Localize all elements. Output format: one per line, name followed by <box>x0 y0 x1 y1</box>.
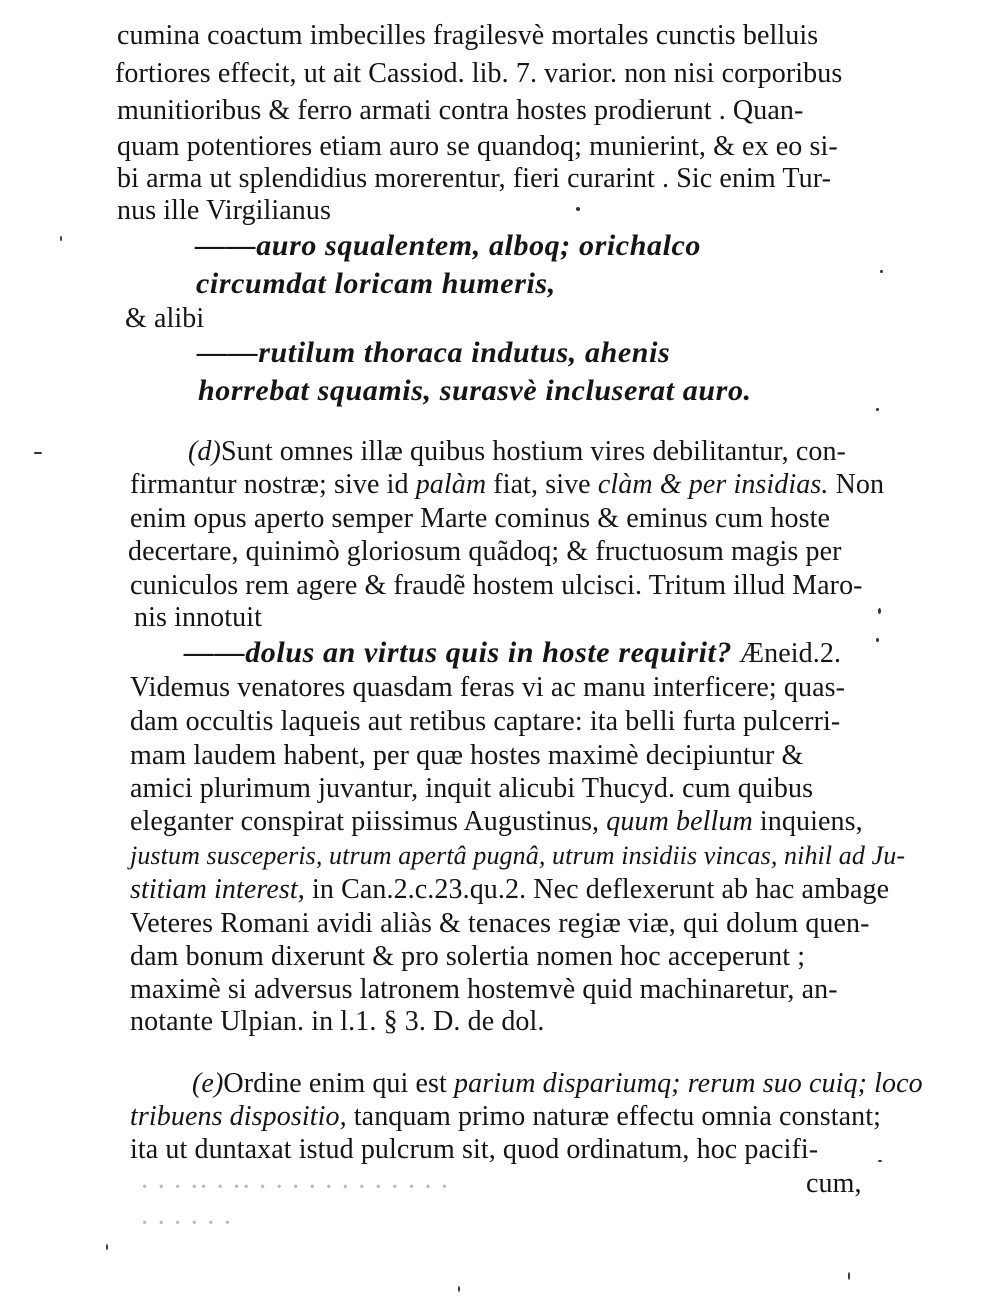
note-text: eleganter conspirat piissimus Augustinus, <box>130 806 607 837</box>
text-line: nus ille Virgilianus <box>117 195 331 226</box>
verse-line: horrebat squamis, surasvè incluserat auro. <box>198 374 752 407</box>
quote-text: ——dolus an virtus quis in hoste requirit? <box>184 636 733 669</box>
note-line <box>184 637 841 670</box>
note-line: dam occultis laqueis aut retibus captare: ita belli furta pulcerri- <box>130 706 841 737</box>
note-marker: (d) <box>188 436 221 467</box>
note-text: tanquam primo naturæ effectu omnia constant; <box>346 1101 881 1132</box>
note-text-italic: parium dispariumq; rerum suo cuiq; loco <box>454 1068 923 1099</box>
note-line <box>130 874 889 906</box>
note-line: cuniculos rem agere & fraudẽ hostem ulcisci. Tritum illud Maro- <box>130 570 863 601</box>
text-line: fortiores effecit, ut ait Cassiod. lib. 7. varior. non nisi corporibus <box>115 58 843 89</box>
note-text: firmantur nostræ; sive id <box>130 469 416 500</box>
note-text: inquiens, <box>752 806 863 837</box>
ink-speck <box>848 1272 850 1280</box>
note-text: Sunt omnes illæ quibus hostium vires debilitantur, con- <box>220 436 846 467</box>
note-line: notante Ulpian. in l.1. § 3. D. de dol. <box>130 1006 545 1037</box>
note-text-italic: quum bellum <box>606 806 753 837</box>
note-line: dam bonum dixerunt & pro solertia nomen hoc acceperunt ; <box>130 941 806 972</box>
ink-speck <box>576 207 580 211</box>
ink-speck <box>34 452 42 454</box>
ink-speck <box>876 638 879 642</box>
note-text: Non <box>828 469 885 500</box>
ink-speck <box>878 1160 882 1162</box>
text-line: quam potentiores etiam auro se quandoq; munierint, & ex eo si- <box>117 131 838 162</box>
quote-reference: Æneid.2. <box>732 638 842 669</box>
note-line: nis innotuit <box>134 602 262 633</box>
ink-speck <box>876 408 879 411</box>
note-line: amici plurimum juvantur, inquit alicubi Thucyd. cum quibus <box>130 773 814 804</box>
catchword: cum, <box>806 1168 862 1199</box>
note-text: in Can.2.c.23.qu.2. Nec deflexerunt ab hac ambage <box>304 874 890 905</box>
verse-line: circumdat loricam humeris, <box>196 267 556 300</box>
note-line <box>130 806 863 838</box>
text-line: bi arma ut splendidius morerentur, fieri curarint . Sic enim Tur- <box>117 163 832 194</box>
ink-speck <box>880 270 883 273</box>
faded-bleed-line: · · · ·· · ·· · · · · · · · · · · · · <box>140 1172 450 1203</box>
text-line: cumina coactum imbecilles fragilesvè mortales cunctis belluis <box>117 20 819 51</box>
ink-speck <box>878 608 881 614</box>
note-marker: (e) <box>192 1068 224 1099</box>
note-line: justum susceperis, utrum apertâ pugnâ, utrum insidiis vincas, nihil ad Ju- <box>130 841 906 870</box>
note-text-italic: tribuens dispositio, <box>130 1101 347 1132</box>
note-line: mam laudem habent, per quæ hostes maximè decipiuntur & <box>130 740 804 771</box>
ink-speck <box>60 236 62 241</box>
note-line <box>130 469 884 501</box>
verse-line: ——auro squalentem, alboq; orichalco <box>195 229 702 262</box>
verse-line: ——rutilum thoraca indutus, ahenis <box>197 336 671 369</box>
note-line <box>188 436 846 468</box>
note-text: Ordine enim qui est <box>223 1068 455 1099</box>
note-line <box>192 1068 923 1100</box>
faded-bleed-line: · · · · · · <box>140 1208 233 1239</box>
ink-speck <box>458 1286 460 1292</box>
note-line: Videmus venatores quasdam feras vi ac manu interficere; quas- <box>130 672 846 703</box>
note-text-italic: stitiam interest, <box>130 874 305 905</box>
note-text-italic: palàm <box>415 469 487 500</box>
note-line: Veteres Romani avidi aliàs & tenaces regiæ viæ, qui dolum quen- <box>130 908 870 939</box>
note-line: decertare, quinimò gloriosum quãdoq; & fructuosum magis per <box>128 536 842 567</box>
note-line: maximè si adversus latronem hostemvè quid machinaretur, an- <box>130 974 838 1005</box>
note-line: enim opus aperto semper Marte cominus & eminus cum hoste <box>130 503 831 534</box>
text-line: munitioribus & ferro armati contra hostes prodierunt . Quan- <box>117 95 804 126</box>
text-line: & alibi <box>125 303 205 334</box>
note-text-italic: clàm & per insidias. <box>597 469 829 500</box>
note-line: ita ut duntaxat istud pulcrum sit, quod ordinatum, hoc pacifi- <box>130 1134 819 1165</box>
note-line <box>130 1101 881 1133</box>
ink-speck <box>106 1244 108 1250</box>
note-text: fiat, sive <box>486 469 598 500</box>
